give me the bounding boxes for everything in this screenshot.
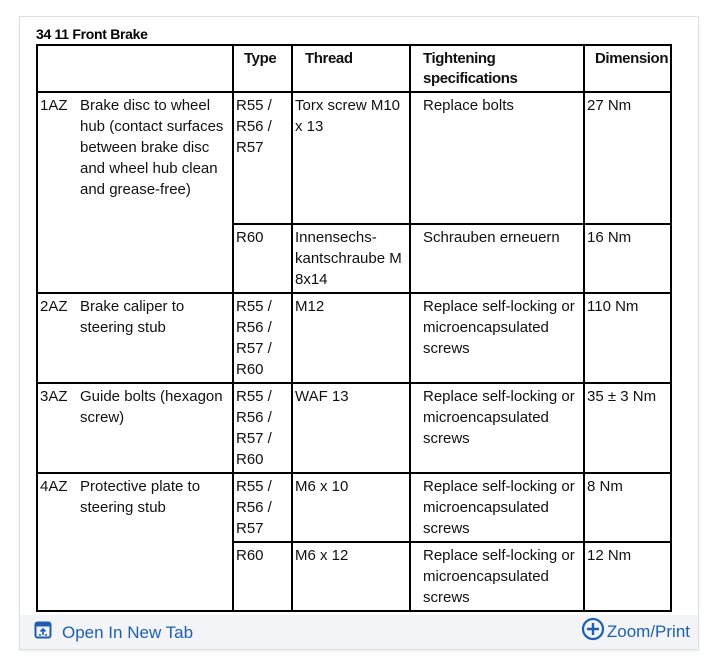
table-row <box>37 92 671 224</box>
zoom-print-label: Zoom/Print <box>606 621 690 641</box>
zoom-print-link[interactable] <box>581 617 690 646</box>
section-title: 34 11 Front Brake <box>36 26 148 42</box>
torque-table <box>36 44 672 612</box>
dimension-cell: 110 Nm <box>584 293 671 383</box>
type-cell: R60 <box>233 542 292 611</box>
header-dimension: Dimension <box>584 45 671 92</box>
dimension-cell: 16 Nm <box>584 224 671 293</box>
type-cell: R55 / R56 / R57 / R60 <box>233 293 292 383</box>
dimension-cell: 12 Nm <box>584 542 671 611</box>
dimension-cell: 8 Nm <box>584 473 671 542</box>
item-desc: Brake disc to wheel hub (contact surfaces between brake disc and wheel hub clean and grease-free) <box>80 97 224 198</box>
document-card <box>19 16 699 650</box>
plus-circle-icon <box>581 617 605 646</box>
open-in-new-tab-label: Open In New Tab <box>62 622 194 642</box>
spec-cell: Replace bolts <box>410 92 584 224</box>
table-row <box>37 293 671 383</box>
type-cell: R55 / R56 / R57 / R60 <box>233 383 292 473</box>
open-new-tab-icon <box>34 621 52 644</box>
item-code: 3AZ <box>40 388 68 405</box>
thread-cell: Torx screw M10 x 13 <box>292 92 410 224</box>
table-row <box>37 383 671 473</box>
item-desc: Brake caliper to steering stub <box>80 298 185 336</box>
thread-cell: M12 <box>292 293 410 383</box>
thread-cell: Innensechs-kantschraube M 8x14 <box>292 224 410 293</box>
item-desc: Guide bolts (hexagon screw) <box>80 388 223 426</box>
dimension-cell: 35 ± 3 Nm <box>584 383 671 473</box>
item-cell <box>37 383 233 473</box>
item-cell <box>37 92 233 293</box>
header-tightening: Tightening specifications <box>410 45 584 92</box>
type-cell: R55 / R56 / R57 <box>233 92 292 224</box>
card-footer <box>20 615 698 649</box>
item-desc: Protective plate to steering stub <box>80 478 201 516</box>
header-blank <box>37 45 233 92</box>
spec-cell: Replace self-locking or microencapsulated screws <box>410 383 584 473</box>
item-code: 1AZ <box>40 97 68 114</box>
spec-cell: Replace self-locking or microencapsulated screws <box>410 542 584 611</box>
spec-cell: Replace self-locking or microencapsulated screws <box>410 293 584 383</box>
dimension-cell: 27 Nm <box>584 92 671 224</box>
table-row <box>37 473 671 542</box>
thread-cell: WAF 13 <box>292 383 410 473</box>
spec-cell: Replace self-locking or microencapsulated screws <box>410 473 584 542</box>
header-thread: Thread <box>292 45 410 92</box>
type-cell: R60 <box>233 224 292 293</box>
item-code: 2AZ <box>40 298 68 315</box>
item-code: 4AZ <box>40 478 68 495</box>
thread-cell: M6 x 12 <box>292 542 410 611</box>
spec-cell: Schrauben erneuern <box>410 224 584 293</box>
type-cell: R55 / R56 / R57 <box>233 473 292 542</box>
header-row <box>37 45 671 92</box>
header-type: Type <box>233 45 292 92</box>
open-in-new-tab-link[interactable] <box>34 621 193 644</box>
item-cell <box>37 293 233 383</box>
thread-cell: M6 x 10 <box>292 473 410 542</box>
item-cell <box>37 473 233 611</box>
